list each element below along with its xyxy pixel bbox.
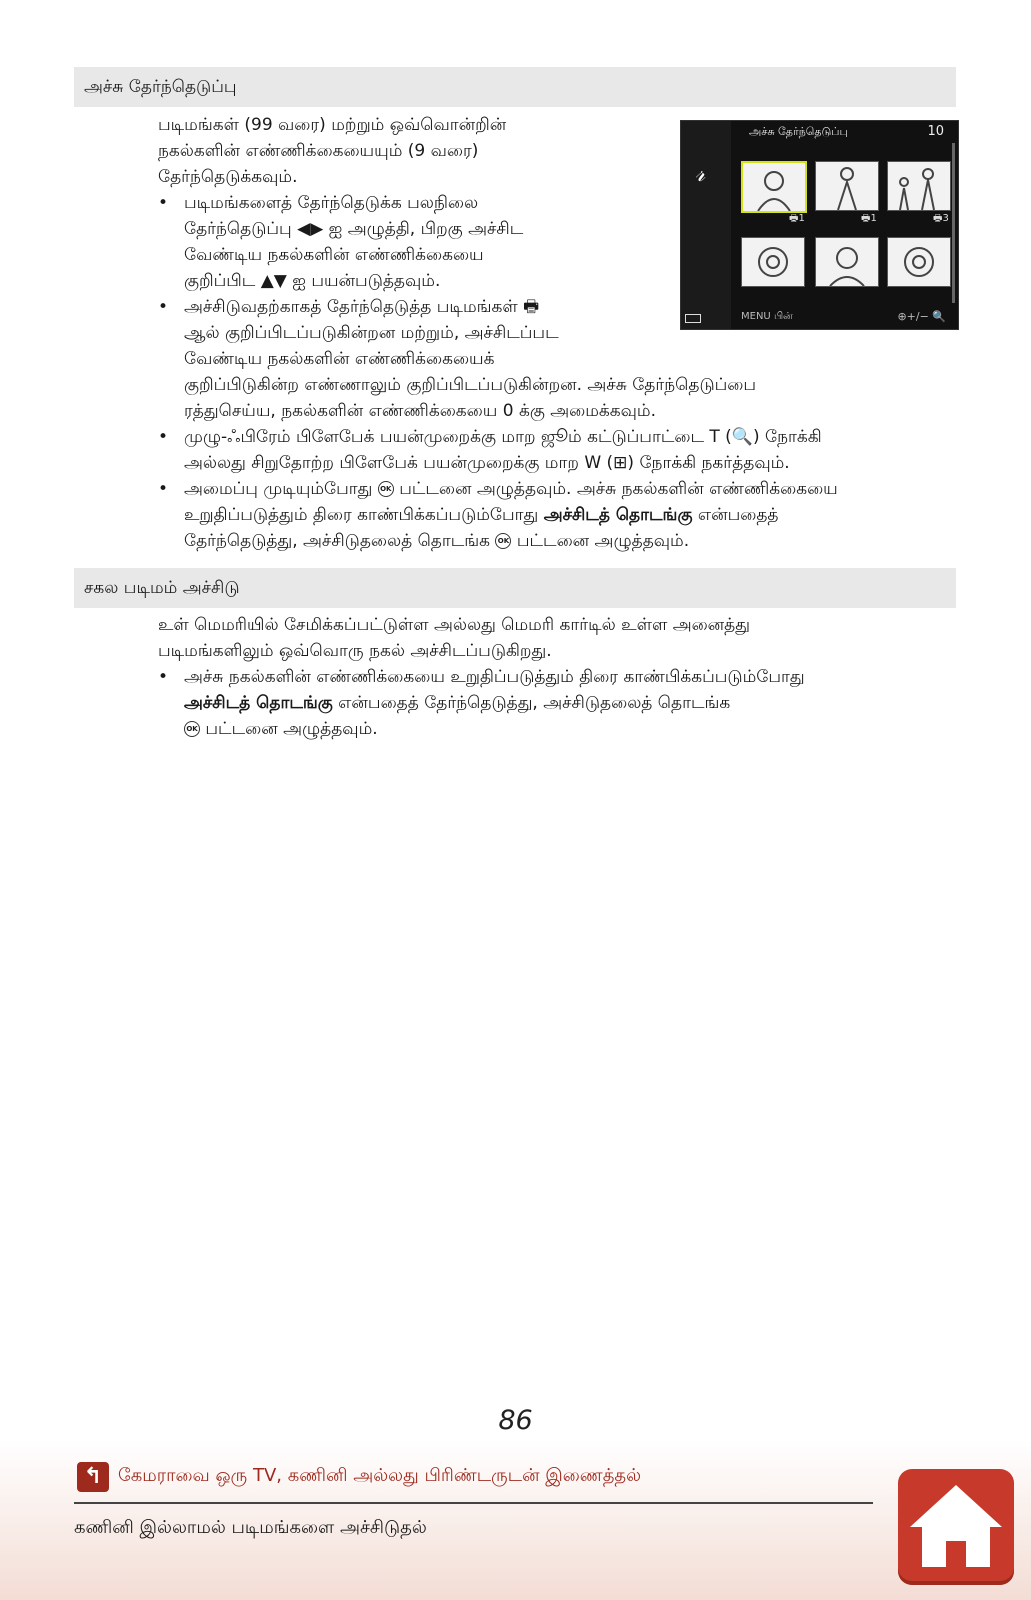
print-count-label: 🖶1 (789, 213, 805, 224)
start-print-label: அச்சிடத் தொடங்கு (543, 505, 693, 525)
home-icon (898, 1469, 1014, 1585)
battery-icon (685, 314, 701, 323)
page-number: 86 (498, 1405, 533, 1436)
start-print-label: அச்சிடத் தொடங்கு (184, 693, 333, 713)
thumbnail (815, 237, 879, 287)
bullet-line: தேர்ந்தெடுப்பு ◀▶ ஐ அழுத்தி, பிறகு அச்சிட (184, 219, 524, 239)
text: பட்டனை அழுத்தவும். (516, 531, 690, 551)
thumbnail (741, 237, 805, 287)
breadcrumb-link[interactable]: கேமராவை ஒரு TV, கணினி அல்லது பிரிண்டருடன் இணைத்தல் (118, 1465, 642, 1486)
bullet-line (184, 502, 954, 528)
camera-scrollbar (952, 143, 955, 303)
thumbnail-selected (741, 161, 807, 213)
camera-screen-illustration (680, 120, 959, 330)
adjust-label: +/− (906, 310, 929, 323)
text: அமைப்பு முடியும்போது (184, 479, 373, 499)
bullet-line: வேண்டிய நகல்களின் எண்ணிக்கையைக் (184, 349, 495, 369)
print-count: 1 (798, 213, 805, 224)
bullet-line (184, 476, 954, 502)
bullet-zoom-control: • முழு-ஃபிரேம் பிளேபேக் பயன்முறைக்கு மாற ஜூம் கட்டுப்பாட்டை T (🔍) நோக்கி அல்லது சிறுதோற்ற பிளேபேக் பயன்முறைக்கு மாற W (⊞) நோக்கி நகர்த்தவும். (184, 424, 954, 476)
camera-back-hint: MENU பின் (741, 311, 793, 322)
intro-line: படிமங்கள் (99 வரை) மற்றும் ஒவ்வொன்றின் (158, 115, 507, 135)
bullet-line: அல்லது சிறுதோற்ற பிளேபேக் பயன்முறைக்கு மாற W (⊞) நோக்கி நகர்த்தவும். (184, 453, 790, 473)
bullet-line: படிமங்களைத் தேர்ந்தெடுக்க பலநிலை (184, 193, 479, 213)
camera-image-count: 10 (927, 124, 944, 139)
print-count: 3 (942, 213, 949, 224)
print-count: 1 (870, 213, 877, 224)
bullet-line (184, 690, 954, 716)
camera-sidebar (681, 121, 731, 329)
bullet-line: அச்சிடுவதற்காகத் தேர்ந்தெடுத்த படிமங்கள் 🖶 (184, 297, 540, 317)
bullet-finish-setting: • அமைப்பு முடியும்போது OK பட்டனை அழுத்தவும். அச்சு நகல்களின் எண்ணிக்கையை உறுதிப்படுத்தும் திரை காண்பிக்கப்படும்போது அச்சிடத் தொடங்கு என்பதைத் தேர்ந்தெடுத்து, அச்சிடுதலைத் தொடங்க OK பட்டனை அழுத்தவும். (184, 476, 954, 554)
intro-line: படிமங்களிலும் ஒவ்வொரு நகல் அச்சிடப்படுகிறது. (158, 641, 552, 661)
footer-divider (74, 1502, 873, 1504)
playback-mode-icon: 𝓇 (695, 159, 706, 187)
text: தேர்ந்தெடுத்து, அச்சிடுதலைத் தொடங்க (184, 531, 491, 551)
bullet-line (184, 716, 954, 742)
thumbnail (887, 237, 951, 287)
ok-button-icon: OK (378, 481, 394, 497)
section-title-print-all: சகல படிமம் அச்சிடு (74, 568, 956, 608)
intro-line: தேர்ந்தெடுக்கவும். (158, 167, 298, 187)
print-count-label: 🖶1 (861, 213, 877, 224)
text: என்பதைத் (697, 505, 779, 525)
camera-screen-title: அச்சு தேர்ந்தெடுப்பு (749, 125, 848, 138)
bullet-line: முழு-ஃபிரேம் பிளேபேக் பயன்முறைக்கு மாற ஜூம் கட்டுப்பாட்டை T (🔍) நோக்கி (184, 427, 822, 447)
ok-button-icon: OK (184, 721, 200, 737)
section2-intro (158, 612, 750, 664)
bullet-line (184, 528, 954, 554)
bullet-line: ஆல் குறிப்பிடப்படுகின்றன மற்றும், அச்சிடப்பட (184, 323, 559, 343)
intro-text (158, 112, 506, 190)
thumbnail (815, 161, 879, 211)
bullet-select-images: • படிமங்களைத் தேர்ந்தெடுக்க பலநிலை தேர்ந்தெடுப்பு ◀▶ ஐ அழுத்தி, பிறகு அச்சிட வேண்டிய நகல்களின் எண்ணிக்கையை குறிப்பிட ▲▼ ஐ பயன்படுத்தவும். (184, 190, 523, 294)
text: பட்டனை அழுத்தவும். (205, 719, 378, 739)
intro-line: உள் மெமரியில் சேமிக்கப்பட்டுள்ள அல்லது மெமரி கார்டில் உள்ள அனைத்து (158, 615, 750, 635)
text: பட்டனை அழுத்தவும். அச்சு நகல்களின் எண்ணிக்கையை (399, 479, 838, 499)
section-title-print-selection: அச்சு தேர்ந்தெடுப்பு (74, 67, 956, 107)
footer-subtitle: கணினி இல்லாமல் படிமங்களை அச்சிடுதல் (74, 1517, 427, 1538)
bullet-line: குறிப்பிட ▲▼ ஐ பயன்படுத்தவும். (184, 271, 441, 291)
print-count-label: 🖶3 (933, 213, 949, 224)
ok-button-icon: OK (495, 533, 511, 549)
camera-adjust-hint: ⊕+/− 🔍 (897, 310, 946, 323)
thumbnail (887, 161, 951, 211)
bullet-line: அச்சு நகல்களின் எண்ணிக்கையை உறுதிப்படுத்தும் திரை காண்பிக்கப்படும்போது (184, 667, 805, 687)
text: என்பதைத் தேர்ந்தெடுத்து, அச்சிடுதலைத் தொடங்க (338, 693, 731, 713)
back-label: பின் (773, 311, 793, 322)
home-button[interactable] (898, 1469, 1014, 1585)
bullet-print-marked: • அச்சிடுவதற்காகத் தேர்ந்தெடுத்த படிமங்கள் 🖶 ஆல் குறிப்பிடப்படுகின்றன மற்றும், அச்சிடப்பட வேண்டிய நகல்களின் எண்ணிக்கையைக் குறிப்பிடுகின்ற எண்ணாலும் குறிப்பிடப்படுகின்றன. அச்சு தேர்ந்தெடுப்பை ரத்துசெய்ய, நகல்களின் எண்ணிக்கையை 0 க்கு அமைக்கவும். (184, 294, 944, 424)
text: உறுதிப்படுத்தும் திரை காண்பிக்கப்படும்போது (184, 505, 539, 525)
bullet-line: ரத்துசெய்ய, நகல்களின் எண்ணிக்கையை 0 க்கு அமைக்கவும். (184, 401, 656, 421)
back-arrow-icon[interactable]: ↰ (77, 1462, 109, 1492)
bullet-line: வேண்டிய நகல்களின் எண்ணிக்கையை (184, 245, 484, 265)
bullet-line: குறிப்பிடுகின்ற எண்ணாலும் குறிப்பிடப்படுகின்றன. அச்சு தேர்ந்தெடுப்பை (184, 375, 757, 395)
intro-line: நகல்களின் எண்ணிக்கையையும் (9 வரை) (158, 141, 479, 161)
bullet-start-print: • அச்சு நகல்களின் எண்ணிக்கையை உறுதிப்படுத்தும் திரை காண்பிக்கப்படும்போது அச்சிடத் தொடங்கு என்பதைத் தேர்ந்தெடுத்து, அச்சிடுதலைத் தொடங்க OK பட்டனை அழுத்தவும். (184, 664, 954, 742)
